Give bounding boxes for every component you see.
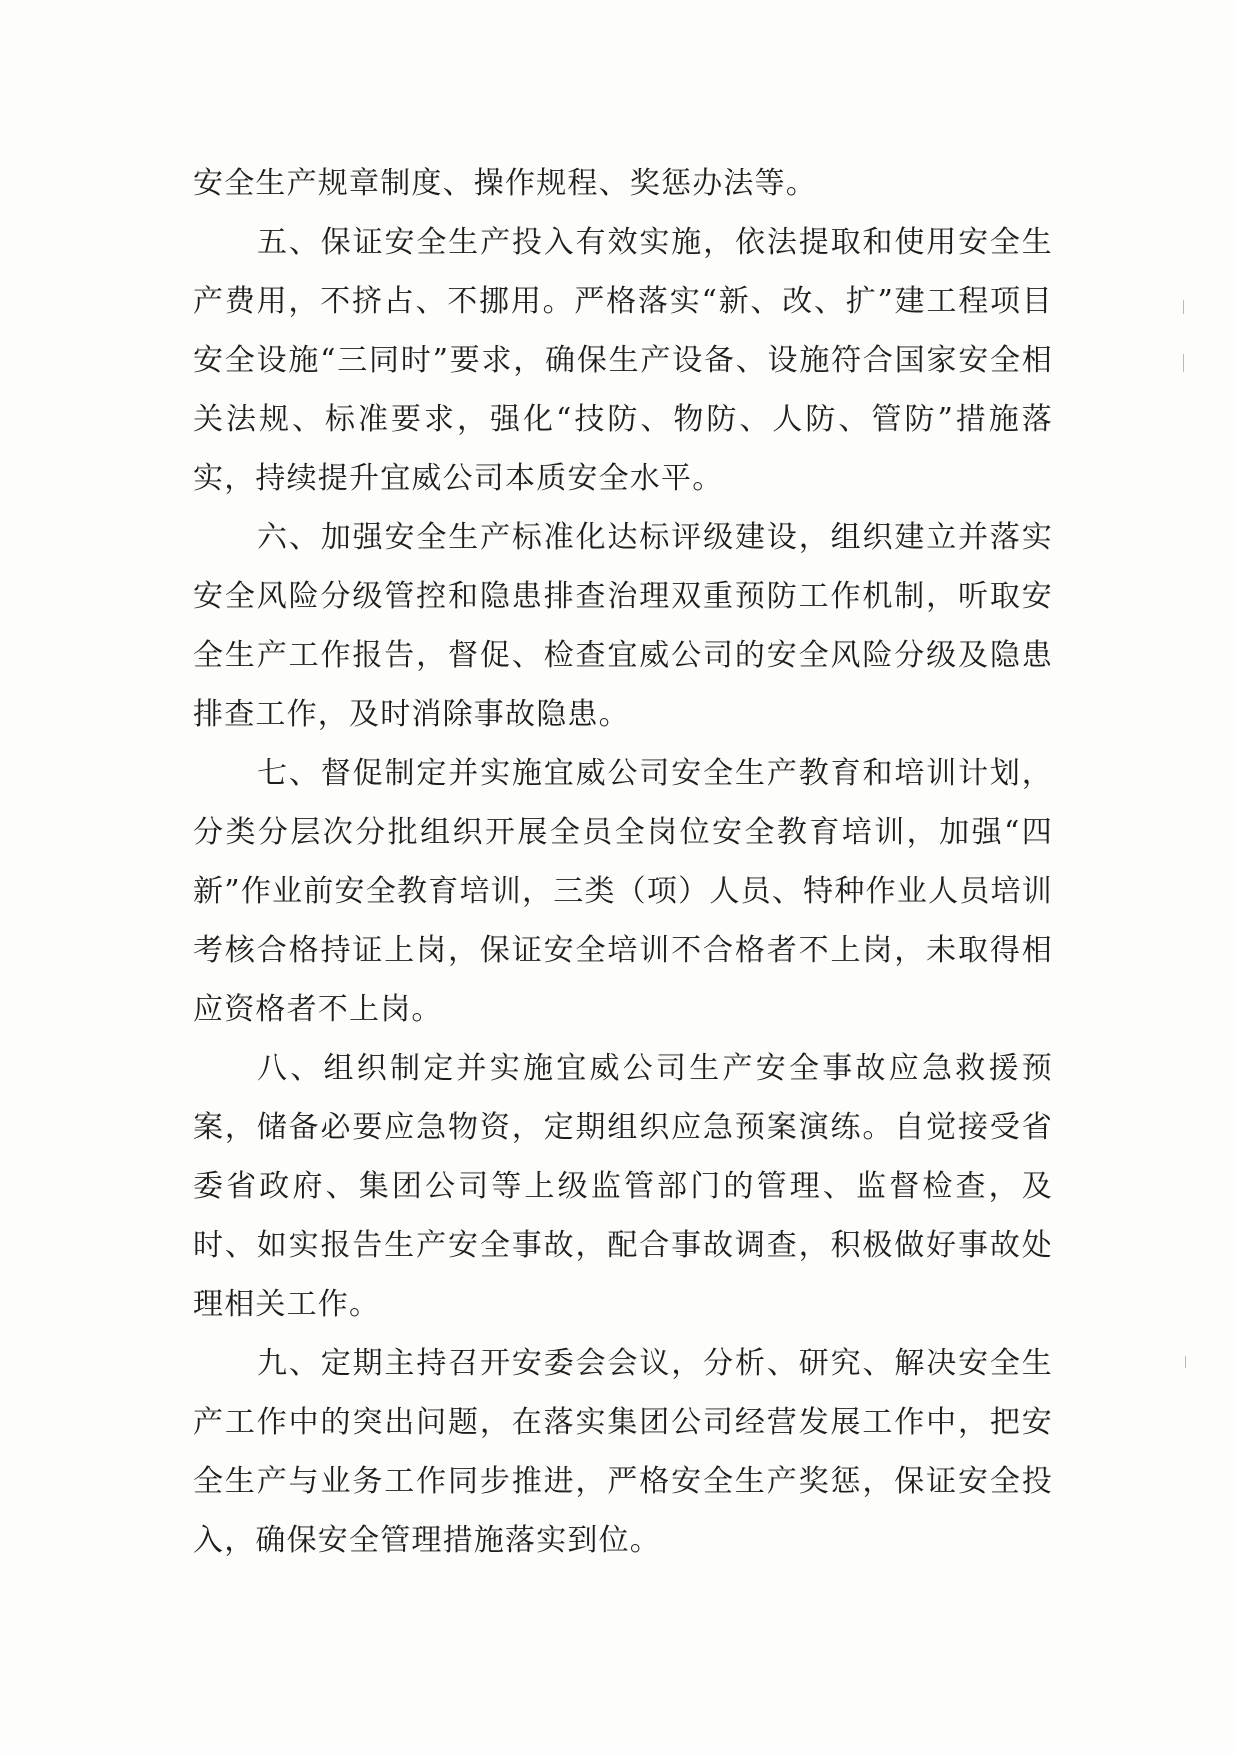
paragraph-item-9: 九、定期主持召开安委会会议，分析、研究、解决安全生产工作中的突出问题，在落实集团公司经营发展工作中，把安全生产与业务工作同步推进，严格安全生产奖惩，保证安全投入，确保安全管理措施落实到位。 <box>193 1346 1053 1558</box>
paragraph-item-8: 八、组织制定并实施宜威公司生产安全事故应急救援预案，储备必要应急物资，定期组织应急预案演练。自觉接受省委省政府、集团公司等上级监管部门的管理、监督检查，及时、如实报告生产安全事故，配合事故调查，积极做好事故处理相关工作。 <box>193 1051 1053 1322</box>
document-body <box>193 154 1053 1570</box>
paragraph-item-7: 七、督促制定并实施宜威公司安全生产教育和培训计划，分类分层次分批组织开展全员全岗位安全教育培训，加强“四新”作业前安全教育培训，三类（项）人员、特种作业人员培训考核合格持证上岗，保证安全培训不合格者不上岗，未取得相应资格者不上岗。 <box>193 756 1053 1027</box>
scan-artifact-mark <box>1183 354 1184 372</box>
scan-artifact-mark <box>1185 1356 1186 1368</box>
paragraph-item-6: 六、加强安全生产标准化达标评级建设，组织建立并落实安全风险分级管控和隐患排查治理双重预防工作机制，听取安全生产工作报告，督促、检查宜威公司的安全风险分级及隐患排查工作，及时消除事故隐患。 <box>193 520 1053 732</box>
scan-artifact-mark <box>1183 300 1184 314</box>
paragraph-continuation: 安全生产规章制度、操作规程、奖惩办法等。 <box>193 166 817 201</box>
paragraph-item-5: 五、保证安全生产投入有效实施，依法提取和使用安全生产费用，不挤占、不挪用。严格落实“新、改、扩”建工程项目安全设施“三同时”要求，确保生产设备、设施符合国家安全相关法规、标准要求，强化“技防、物防、人防、管防”措施落实，持续提升宜威公司本质安全水平。 <box>193 225 1053 496</box>
